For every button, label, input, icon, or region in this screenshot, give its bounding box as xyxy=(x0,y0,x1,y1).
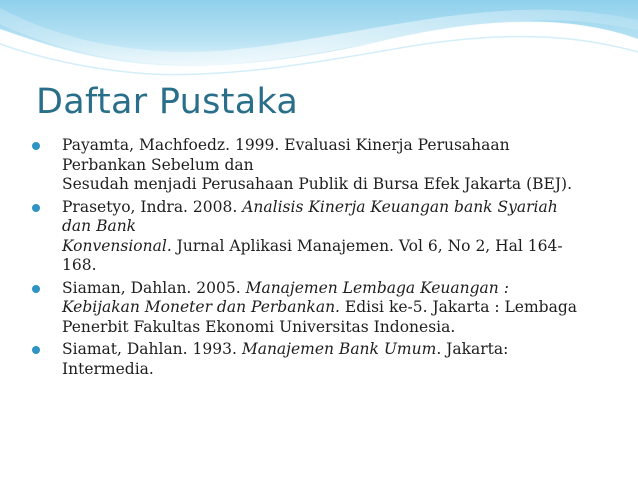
reference-list xyxy=(22,136,602,382)
reference-text: Prasetyo, Indra. 2008. xyxy=(62,197,243,216)
reference-title-italic: dan Bank xyxy=(62,217,137,235)
reference-title-italic: Manajemen Lembaga Keuangan : xyxy=(245,278,509,297)
reference-text: Siaman, Dahlan. 2005. xyxy=(62,278,246,297)
reference-line xyxy=(62,298,602,318)
reference-text: . Jakarta: xyxy=(436,340,509,358)
reference-item xyxy=(22,136,602,195)
bullet-icon xyxy=(32,285,40,293)
reference-line xyxy=(62,256,602,276)
reference-title-italic: Kebijakan Moneter dan Perbankan. xyxy=(62,298,340,316)
reference-item xyxy=(22,279,602,338)
reference-item xyxy=(22,340,602,379)
reference-text: Jurnal Aplikasi Manajemen. Vol 6, No 2, Hal 164- xyxy=(171,236,563,255)
reference-title-italic: Manajemen Bank Umum xyxy=(241,340,437,358)
reference-line xyxy=(62,237,602,257)
bullet-icon xyxy=(32,204,40,212)
reference-text: Perbankan Sebelum dan xyxy=(62,155,254,174)
reference-line xyxy=(62,318,602,338)
reference-text: Payamta, Machfoedz. 1999. Evaluasi Kinerja Perusahaan xyxy=(62,136,510,154)
reference-line xyxy=(62,136,602,156)
reference-line xyxy=(62,198,602,218)
reference-line xyxy=(62,360,602,380)
reference-text: 168. xyxy=(62,256,97,274)
reference-text: Sesudah menjadi Perusahaan Publik di Bursa Efek Jakarta (BEJ). xyxy=(62,175,573,193)
reference-text: Intermedia. xyxy=(62,359,154,378)
reference-line xyxy=(62,156,602,176)
reference-text: Edisi ke-5. Jakarta : Lembaga xyxy=(339,298,577,316)
reference-line xyxy=(62,340,602,360)
bullet-icon xyxy=(32,142,40,150)
reference-item xyxy=(22,198,602,276)
header-wave-decoration xyxy=(0,0,638,80)
bullet-icon xyxy=(32,346,40,354)
reference-line xyxy=(62,279,602,299)
reference-text: Penerbit Fakultas Ekonomi Universitas Indonesia. xyxy=(62,317,456,336)
slide-title: Daftar Pustaka xyxy=(36,82,299,122)
reference-title-italic: Analisis Kinerja Keuangan bank Syariah xyxy=(242,197,558,216)
reference-line xyxy=(62,217,602,237)
reference-title-italic: Konvensional. xyxy=(62,236,172,255)
reference-text: Siamat, Dahlan. 1993. xyxy=(62,340,242,358)
reference-line xyxy=(62,175,602,195)
